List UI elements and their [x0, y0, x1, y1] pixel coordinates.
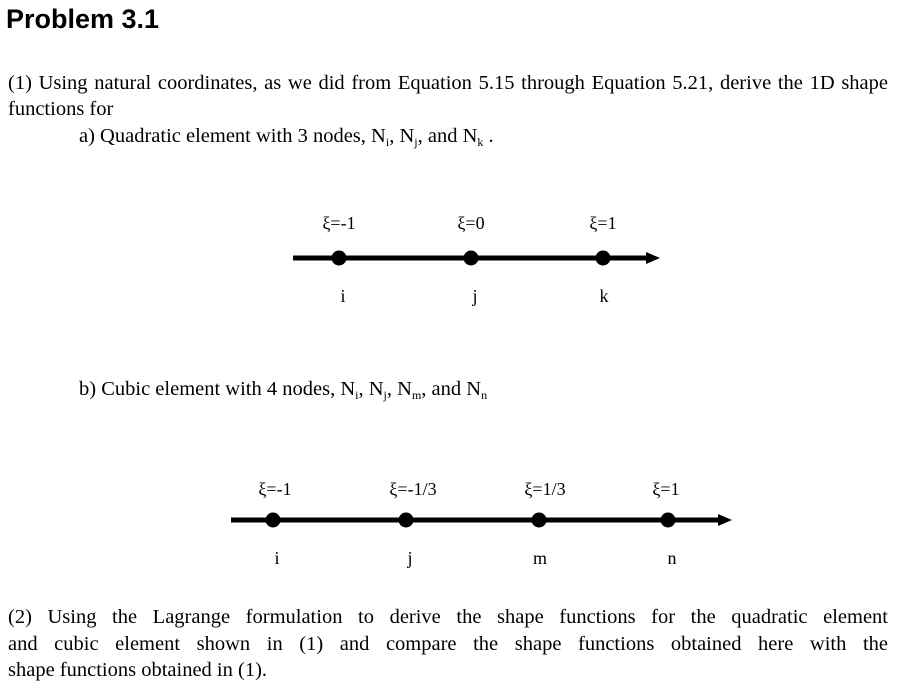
cubic-coord-label: ξ=1/3 — [524, 479, 566, 499]
cubic-node-j — [399, 513, 414, 528]
cubic-node-n — [661, 513, 676, 528]
shape-fn-nj: $N_j$ — [368, 378, 387, 402]
quadratic-coord-label: ξ=-1 — [322, 213, 356, 233]
shape-fn-nn: $N_n$ — [466, 378, 488, 402]
cubic-node-i — [266, 513, 281, 528]
quadratic-coord-label: ξ=1 — [589, 213, 617, 233]
quadratic-node-label: i — [340, 286, 346, 306]
item-b-prefix: b) Cubic element with 4 nodes, — [79, 378, 341, 400]
quadratic-node-i — [332, 251, 347, 266]
part2-line: shape functions obtained in (1). — [8, 659, 268, 681]
item-a-quadratic: a) Quadratic element with 3 nodes, $N_i$, $N_j$, and $N_k$ . — [79, 125, 494, 149]
cubic-node-label: j — [407, 548, 413, 568]
item-a-prefix: a) Quadratic element with 3 nodes, — [79, 125, 372, 147]
quadratic-node-j — [464, 251, 479, 266]
cubic-node-label: i — [274, 548, 280, 568]
cubic-axis-arrow — [718, 514, 732, 526]
cubic-element-diagram — [231, 479, 732, 568]
shape-fn-ni: $N_i$ — [340, 378, 359, 402]
cubic-node-m — [532, 513, 547, 528]
part2-line: and cubic element shown in (1) and compare the shape functions obtained here with the — [8, 632, 888, 655]
cubic-coord-label: ξ=-1 — [258, 479, 292, 499]
quadratic-axis-arrow — [646, 252, 660, 264]
part2-line: (2) Using the Lagrange formulation to derive the shape functions for the quadratic element — [8, 606, 888, 628]
cubic-node-label: n — [667, 548, 677, 568]
shape-fn-nm: $N_m$ — [397, 378, 422, 402]
quadratic-coord-label: ξ=0 — [457, 213, 485, 233]
item-b-cubic: b) Cubic element with 4 nodes, $N_i$, $N_j$, $N_m$, and $N_n$ — [79, 378, 488, 402]
quadratic-element-diagram — [293, 213, 660, 306]
quadratic-node-k — [596, 251, 611, 266]
shape-fn-ni: $N_i$ — [371, 125, 390, 149]
shape-fn-nk: $N_k$ — [462, 125, 484, 149]
cubic-node-label: m — [532, 548, 548, 568]
cubic-coord-label: ξ=-1/3 — [389, 479, 437, 499]
quadratic-node-label: k — [599, 286, 609, 306]
shape-fn-nj: $N_j$ — [399, 125, 418, 149]
part2-paragraph — [8, 604, 888, 684]
quadratic-node-label: j — [472, 286, 478, 306]
cubic-coord-label: ξ=1 — [652, 479, 680, 499]
part1-paragraph: (1) Using natural coordinates, as we did from Equation 5.15 through Equation 5.21, derive the 1D shape functions for — [8, 72, 888, 120]
problem-title: Problem 3.1 — [6, 4, 160, 34]
